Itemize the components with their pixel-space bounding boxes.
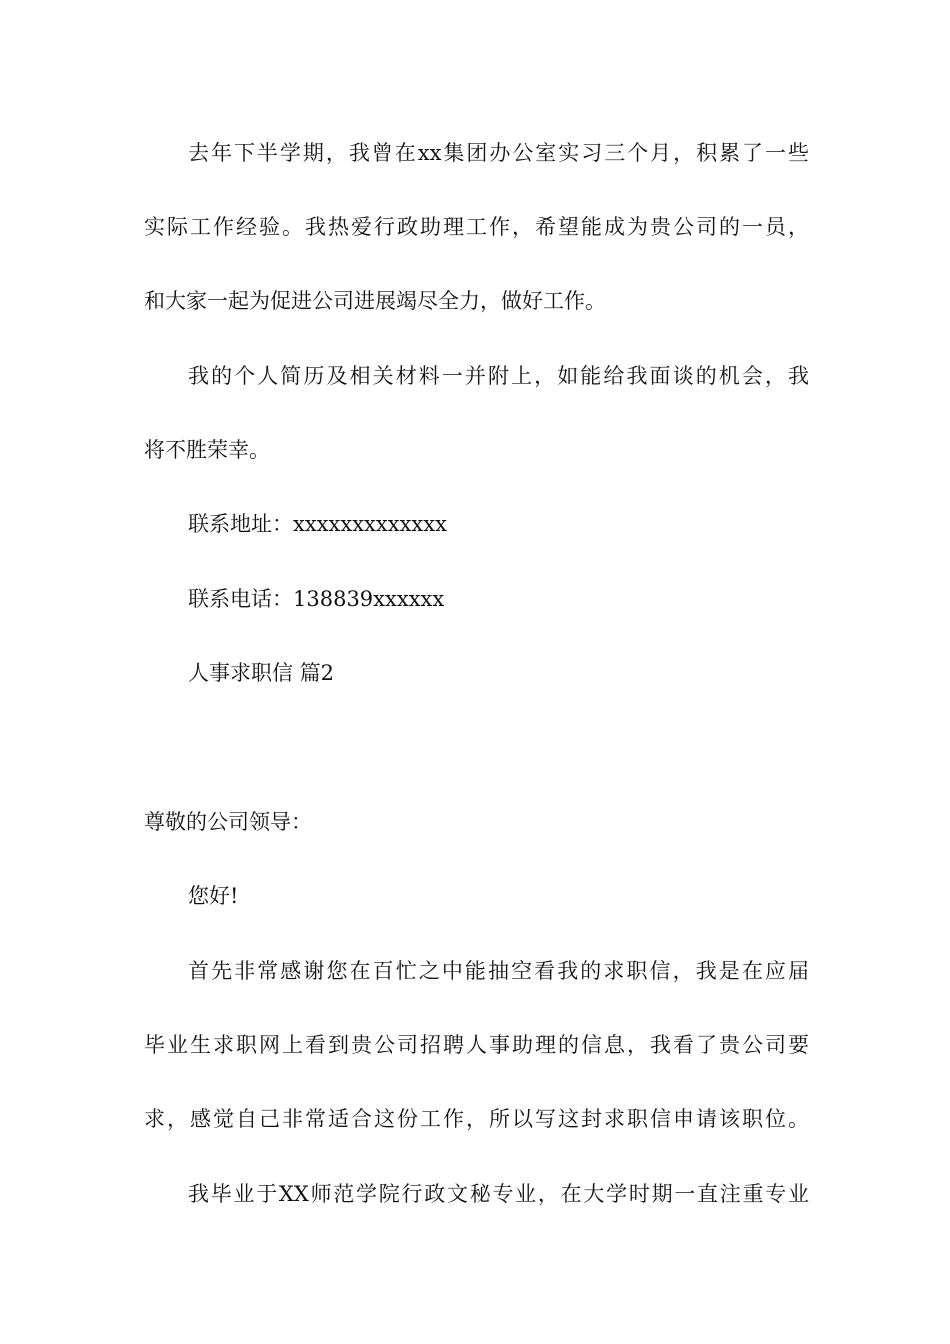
text-line: 我的个人简历及相关材料一并附上，如能给我面谈的机会，我: [188, 364, 809, 388]
section-heading: 人事求职信 篇2: [188, 661, 335, 685]
salutation: 尊敬的公司领导：: [144, 810, 312, 834]
greeting: 您好!: [188, 884, 239, 908]
contact-address: 联系地址：xxxxxxxxxxxxx: [188, 512, 447, 536]
text-line: 和大家一起为促进公司进展竭尽全力，做好工作。: [144, 289, 606, 313]
contact-phone: 联系电话：138839xxxxxx: [188, 587, 445, 611]
text-line: 我毕业于XX师范学院行政文秘专业，在大学时期一直注重专业: [188, 1182, 809, 1206]
text-line: 首先非常感谢您在百忙之中能抽空看我的求职信，我是在应届: [188, 959, 809, 983]
text-line: 实际工作经验。我热爱行政助理工作，希望能成为贵公司的一员，: [144, 215, 809, 239]
text-line: 去年下半学期，我曾在xx集团办公室实习三个月，积累了一些: [188, 141, 809, 165]
text-line: 毕业生求职网上看到贵公司招聘人事助理的信息，我看了贵公司要: [144, 1033, 809, 1057]
text-line: 将不胜荣幸。: [144, 438, 270, 462]
text-line: 求，感觉自己非常适合这份工作，所以写这封求职信申请该职位。: [144, 1107, 809, 1131]
